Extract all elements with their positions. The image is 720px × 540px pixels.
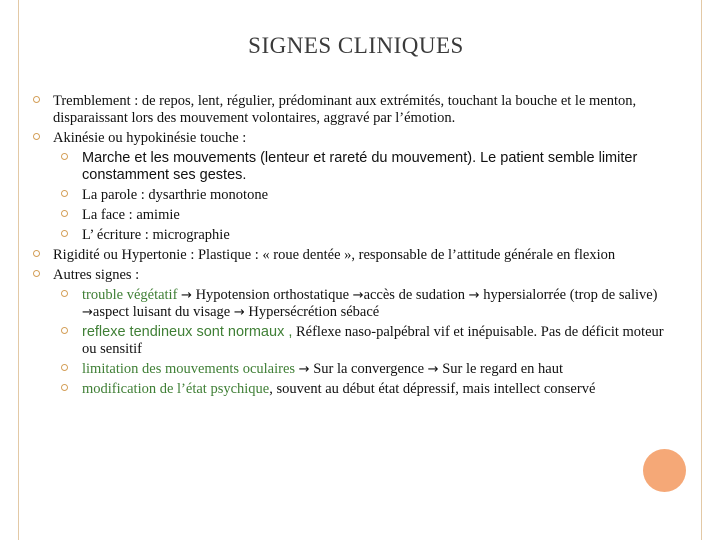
bullet-text: hypersialorrée (trop de salive): [479, 287, 658, 303]
bullet-text: Réflexe naso-palpébral vif et inépuisable. Pas de déficit moteur ou sensitif: [82, 324, 664, 357]
sub-bullet-item: [33, 207, 669, 224]
sub-bullet-item: [33, 361, 669, 378]
arrow-icon: →: [82, 305, 93, 320]
slide-frame-right: [701, 0, 702, 540]
bullet-text: Hypersécrétion sébacé: [244, 304, 380, 320]
bullet-icon: [61, 384, 68, 391]
arrow-icon: →: [352, 288, 364, 303]
highlight-text: reflexe tendineux sont normaux ,: [82, 324, 293, 340]
bullet-item-rigidite: [33, 247, 669, 264]
arrow-icon: →: [427, 362, 439, 377]
bullet-item-tremblement: [33, 93, 669, 127]
bullet-icon: [61, 327, 68, 334]
bullet-icon: [61, 364, 68, 371]
slide-title: SIGNES CLINIQUES: [248, 33, 464, 58]
sub-bullet-item: [33, 150, 669, 184]
bullet-text: Marche et les mouvements (lenteur et rareté du mouvement). Le patient semble limiter constamment ses gestes.: [82, 150, 638, 183]
bullet-icon: [33, 96, 40, 103]
bullet-icon: [61, 153, 68, 160]
bullet-icon: [61, 190, 68, 197]
bullet-text: Tremblement : de repos, lent, régulier, prédominant aux extrémités, touchant la bouche et le menton, disparaissant lors des mouvement volontaires, aggravé par l’émotion.: [53, 93, 637, 126]
bullet-text: La face : amimie: [82, 207, 180, 223]
bullet-text: Hypotension orthostatique: [191, 287, 353, 303]
sub-bullet-item: [33, 227, 669, 244]
decorative-circle: [643, 449, 686, 492]
sub-bullet-item: [33, 324, 669, 358]
highlight-text: modification de l’état psychique: [82, 381, 270, 397]
arrow-icon: →: [468, 288, 480, 303]
arrow-icon: →: [298, 362, 310, 377]
bullet-icon: [33, 133, 40, 140]
bullet-text: L’ écriture : micrographie: [82, 227, 230, 243]
bullet-text: accès de sudation: [363, 287, 469, 303]
bullet-icon: [61, 290, 68, 297]
sub-bullet-item: [33, 287, 669, 321]
bullet-item-autres-signes: [33, 267, 669, 284]
bullet-text: , souvent au début état dépressif, mais intellect conservé: [269, 381, 596, 397]
bullet-icon: [61, 230, 68, 237]
bullet-text: Akinésie ou hypokinésie touche :: [53, 130, 247, 146]
bullet-icon: [33, 270, 40, 277]
sub-bullet-item: [33, 381, 669, 398]
bullet-text: La parole : dysarthrie monotone: [82, 187, 269, 203]
bullet-text: Sur le regard en haut: [438, 361, 563, 377]
bullet-icon: [61, 210, 68, 217]
highlight-text: trouble végétatif: [82, 287, 178, 303]
bullet-text: aspect luisant du visage: [92, 304, 234, 320]
slide-content: [33, 93, 669, 401]
bullet-icon: [33, 250, 40, 257]
bullet-text: Sur la convergence: [309, 361, 428, 377]
bullet-item-akinesie: [33, 130, 669, 147]
bullet-text: Autres signes :: [53, 267, 140, 283]
bullet-text: Rigidité ou Hypertonie : Plastique : « roue dentée », responsable de l’attitude générale en flexion: [53, 247, 616, 263]
arrow-icon: →: [233, 305, 245, 320]
slide-frame-left: [18, 0, 19, 540]
sub-bullet-item: [33, 187, 669, 204]
highlight-text: limitation des mouvements oculaires: [82, 361, 296, 377]
arrow-icon: →: [181, 288, 192, 303]
